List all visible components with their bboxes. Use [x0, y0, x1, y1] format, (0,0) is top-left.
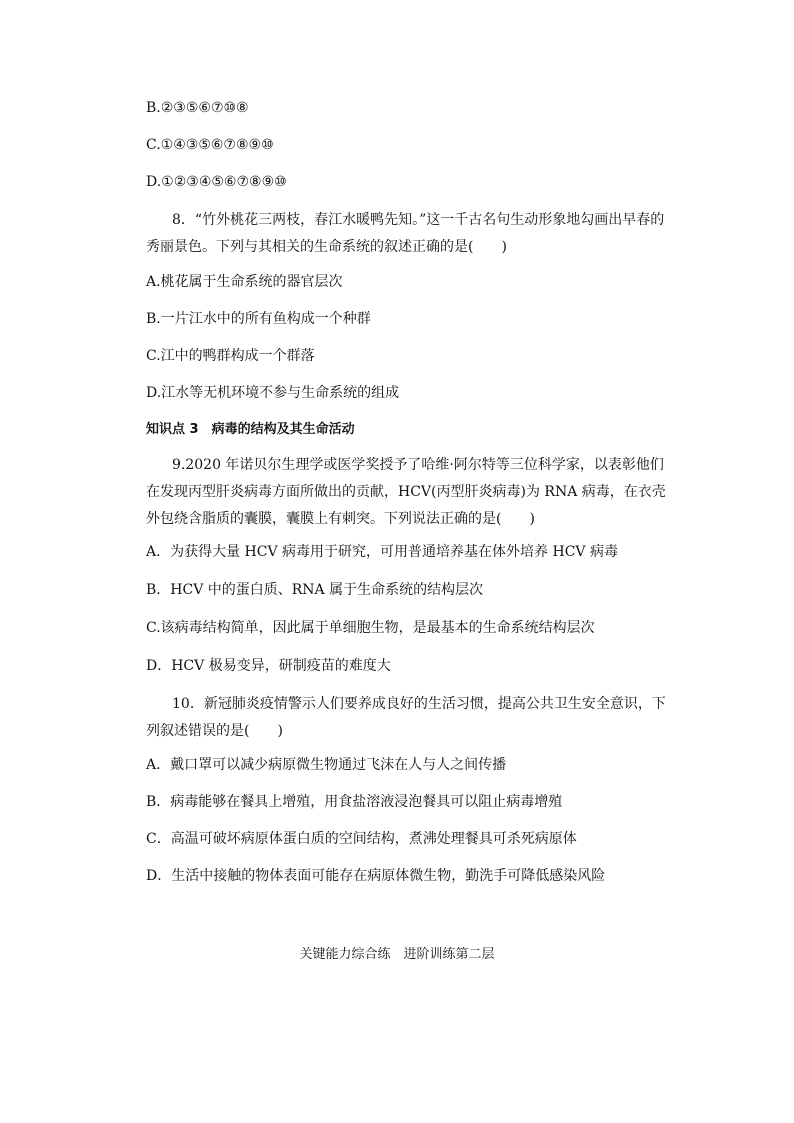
question-9-stem: 9.2020 年诺贝尔生理学或医学奖授予了哈维·阿尔特等三位科学家，以表彰他们在发现丙型肝炎病毒方面所做出的贡献，HCV(丙型肝炎病毒)为 RNA 病毒，在衣壳外包绕含脂质的囊膜，囊膜上有刺突。下列说法正确的是( ): [146, 457, 666, 527]
question-10-option-a: A．戴口罩可以减少病原微生物通过飞沫在人与人之间传播: [146, 757, 507, 773]
question-9-option-d: D．HCV 极易变异，研制疫苗的难度大: [146, 658, 391, 674]
question-10-option-c: C．高温可破坏病原体蛋白质的空间结构，煮沸处理餐具可杀死病原体: [146, 831, 577, 847]
section-footer-title: 关键能力综合练 进阶训练第二层: [299, 947, 495, 962]
question-10-option-d: D．生活中接触的物体表面可能存在病原体微生物，勤洗手可降低感染风险: [146, 868, 606, 884]
question-10-option-b: B．病毒能够在餐具上增殖，用食盐溶液浸泡餐具可以阻止病毒增殖: [146, 794, 563, 810]
question-9-option-a: A．为获得大量 HCV 病毒用于研究，可用普通培养基在体外培养 HCV 病毒: [146, 544, 618, 560]
option-b-previous: B.②③⑤⑥⑦⑩⑧: [146, 100, 249, 116]
option-d-previous: D.①②③④⑤⑥⑦⑧⑨⑩: [146, 174, 287, 190]
question-9-option-b: B．HCV 中的蛋白质、RNA 属于生命系统的结构层次: [146, 582, 484, 598]
option-c-previous: C.①④③⑤⑥⑦⑧⑨⑩: [146, 137, 274, 153]
question-8-option-a: A.桃花属于生命系统的器官层次: [146, 274, 343, 290]
question-8-stem: 8．“竹外桃花三两枝，春江水暖鸭先知。”这一千古名句生动形象地勾画出早春的秀丽景色。下列与其相关的生命系统的叙述正确的是( ): [146, 212, 665, 255]
section-heading: 知识点 3 病毒的结构及其生命活动: [146, 422, 355, 437]
question-8-option-b: B.一片江水中的所有鱼构成一个种群: [146, 311, 371, 327]
question-10-stem: 10．新冠肺炎疫情警示人们要养成良好的生活习惯，提高公共卫生安全意识，下列叙述错误的是( ): [146, 696, 666, 739]
question-9-option-c: C.该病毒结构简单，因此属于单细胞生物，是最基本的生命系统结构层次: [146, 620, 595, 636]
question-8-option-c: C.江中的鸭群构成一个群落: [146, 348, 315, 364]
question-8-option-d: D.江水等无机环境不参与生命系统的组成: [146, 385, 400, 401]
